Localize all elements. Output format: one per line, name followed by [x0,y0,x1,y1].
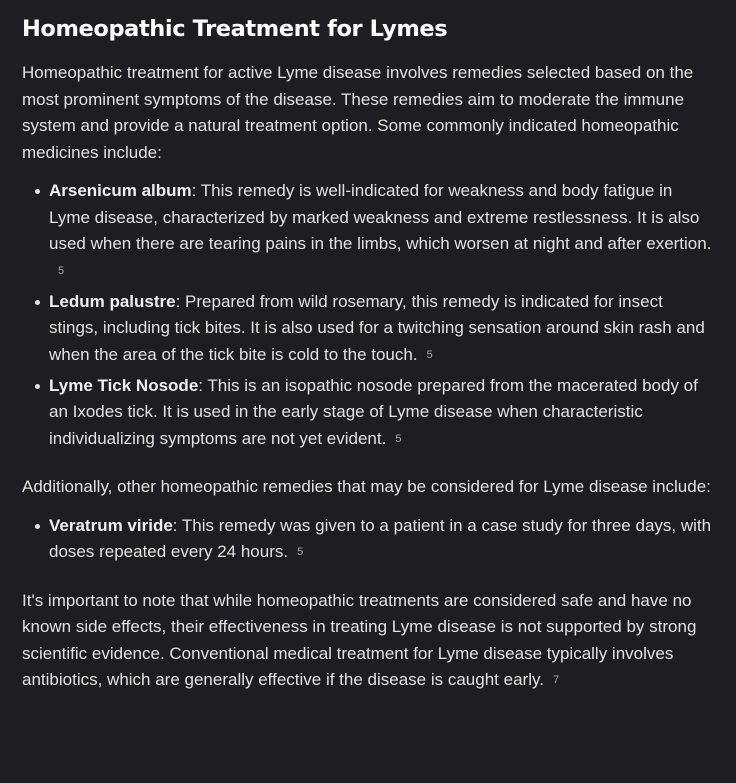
remedy-name: Arsenicum album [49,181,192,200]
citation-link[interactable]: 7 [552,674,560,686]
remedy-name: Veratrum viride [49,515,173,535]
citation-link[interactable]: 5 [297,546,304,558]
page-title: Homeopathic Treatment for Lymes [22,16,448,42]
conclusion-paragraph [22,588,714,694]
additional-remedy-list [22,513,714,566]
list-item [49,289,714,369]
list-item [49,178,714,284]
remedy-name: Lyme Tick Nosode [49,375,199,395]
additional-paragraph [22,474,714,501]
list-item [49,513,714,566]
conclusion-text: It's important to note that while homeopathic treatments are considered safe and have no known side effects, their effectiveness in treating Lyme disease is not supported by strong scientific evidence. Conventional medical treatment for Lyme disease typically involves antibiotics, which are generally effective if the disease is caught early. [22,590,697,689]
remedy-description: : This is an isopathic nosode prepared from the macerated body of an Ixodes tick. It is used in the early stage of Lyme disease when characteristic individualizing symptoms are not yet evident. [49,375,698,448]
remedy-description: : This remedy is well-indicated for weakness and body fatigue in Lyme disease, characterized by marked weakness and extreme restlessness. It is also used when there are tearing pains in the limbs, which worsen at night and after exertion. [49,181,712,253]
citation-link[interactable]: 5 [395,432,402,445]
intro-paragraph [22,60,714,166]
citation-link[interactable]: 5 [58,264,65,277]
citation-link[interactable]: 5 [426,348,433,361]
remedy-list [22,178,714,452]
intro-text: Homeopathic treatment for active Lyme disease involves remedies selected based on the most prominent symptoms of the disease. These remedies aim to moderate the immune system and provide a natural treatment option. Some commonly indicated homeopathic medicines include: [22,63,694,162]
remedy-description: : This remedy was given to a patient in a case study for three days, with doses repeated every 24 hours. [49,515,712,561]
remedy-description: : Prepared from wild rosemary, this remedy is indicated for insect stings, including tick bites. It is also used for a twitching sensation around skin rash and when the area of the tick bite is cold to the touch. [49,291,705,364]
additional-text: Additionally, other homeopathic remedies that may be considered for Lyme disease include: [22,477,711,496]
remedy-name: Ledum palustre [49,291,176,311]
list-item [49,373,714,453]
